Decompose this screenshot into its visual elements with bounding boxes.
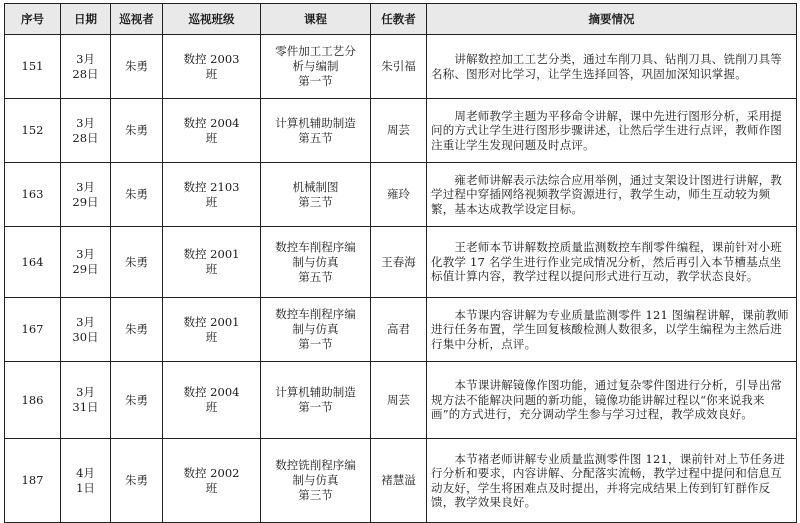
cell-summary xyxy=(427,163,797,227)
cell-inspector-text: 朱勇 xyxy=(125,59,148,73)
cell-no xyxy=(5,99,61,163)
cell-course-text: 计算机辅助制造 第五节 xyxy=(275,115,356,145)
cell-class xyxy=(163,439,261,523)
cell-class-text: 数控 2004 班 xyxy=(183,115,240,145)
cell-inspector xyxy=(111,362,163,439)
cell-inspector-text: 朱勇 xyxy=(125,254,148,269)
cell-teacher-text: 高君 xyxy=(387,322,410,336)
cell-course-text: 数控车削程序编 制与仿真 第一节 xyxy=(275,307,356,351)
header-inspector: 巡视者 xyxy=(111,4,163,35)
header-row xyxy=(5,4,797,35)
cell-inspector xyxy=(111,298,163,362)
header-date: 日期 xyxy=(61,4,111,35)
cell-date xyxy=(61,227,111,298)
cell-teacher xyxy=(371,227,427,298)
cell-date xyxy=(61,99,111,163)
cell-class xyxy=(163,362,261,439)
cell-no-text: 167 xyxy=(21,322,44,336)
inspection-table xyxy=(4,3,797,523)
cell-teacher xyxy=(371,298,427,362)
cell-teacher-text: 周芸 xyxy=(387,392,410,407)
cell-date xyxy=(61,35,111,99)
cell-no-text: 164 xyxy=(21,254,44,269)
cell-class-text: 数控 2001 班 xyxy=(183,247,240,276)
cell-inspector-text: 朱勇 xyxy=(125,473,148,487)
cell-inspector-text: 朱勇 xyxy=(125,392,148,407)
cell-course xyxy=(261,227,371,298)
cell-course xyxy=(261,163,371,227)
header-course: 课程 xyxy=(261,4,371,35)
cell-course xyxy=(261,99,371,163)
cell-course-text: 数控车削程序编 制与仿真 第五节 xyxy=(275,239,356,284)
table-row xyxy=(5,99,797,163)
cell-teacher-text: 雍玲 xyxy=(387,187,410,201)
cell-class xyxy=(163,227,261,298)
cell-course-text: 零件加工工艺分 析与编制 第一节 xyxy=(275,44,356,88)
header-class: 巡视班级 xyxy=(163,4,261,35)
cell-teacher-text: 王春海 xyxy=(381,254,416,269)
cell-class-text: 数控 2003 班 xyxy=(183,51,240,81)
cell-date-text: 3月 29日 xyxy=(72,179,99,209)
cell-date-text: 3月 28日 xyxy=(72,51,99,81)
cell-date-text: 3月 28日 xyxy=(72,115,99,145)
table-wrapper xyxy=(4,3,796,509)
cell-summary xyxy=(427,35,797,99)
cell-date-text: 3月 30日 xyxy=(72,314,99,344)
cell-date-text: 3月 31日 xyxy=(72,385,99,414)
cell-summary xyxy=(427,227,797,298)
cell-no xyxy=(5,35,61,99)
table-row xyxy=(5,227,797,298)
cell-class xyxy=(163,298,261,362)
cell-summary-text: 王老师本节讲解数控质量监测数控车削零件编程，课前针对小班化教学 17 名学生进行作业完成情况分析，然后再引入本节槽基点坐标值计算内容，教学过程以提问形式进行互动，教学状态良好。 xyxy=(431,240,782,284)
cell-summary xyxy=(427,362,797,439)
table-row xyxy=(5,298,797,362)
cell-inspector xyxy=(111,439,163,523)
cell-no xyxy=(5,362,61,439)
cell-class xyxy=(163,163,261,227)
cell-course xyxy=(261,362,371,439)
cell-class-text: 数控 2103 班 xyxy=(183,179,240,209)
cell-date xyxy=(61,439,111,523)
cell-summary-text: 周老师教学主题为平移命令讲解，课中先进行图形分析，采用提问的方式让学生进行图形步骤讲述，让然后学生进行点评，教师作图注重让学生发现问题及时点评。 xyxy=(431,108,782,152)
cell-summary-text: 讲解数控加工工艺分类，通过车削刀具、钻削刀具、铣削刀具等名称、图形对比学习，让学生选择回答，巩固加深知识掌握。 xyxy=(431,52,782,81)
cell-teacher xyxy=(371,362,427,439)
cell-date xyxy=(61,298,111,362)
cell-course xyxy=(261,298,371,362)
cell-course-text: 数控铣削程序编 制与仿真 第三节 xyxy=(275,458,356,502)
cell-inspector-text: 朱勇 xyxy=(125,187,148,201)
cell-inspector-text: 朱勇 xyxy=(125,123,148,137)
cell-date-text: 3月 29日 xyxy=(72,247,99,276)
cell-no xyxy=(5,298,61,362)
cell-course-text: 计算机辅助制造 第一节 xyxy=(275,385,356,414)
cell-teacher xyxy=(371,163,427,227)
cell-no-text: 186 xyxy=(21,392,44,407)
cell-class xyxy=(163,35,261,99)
cell-inspector xyxy=(111,227,163,298)
cell-course xyxy=(261,439,371,523)
cell-inspector-text: 朱勇 xyxy=(125,322,148,336)
cell-no-text: 151 xyxy=(21,59,44,73)
cell-summary xyxy=(427,99,797,163)
table-row xyxy=(5,439,797,523)
header-summary: 摘要情况 xyxy=(427,4,797,35)
cell-teacher xyxy=(371,35,427,99)
cell-date xyxy=(61,362,111,439)
cell-summary-text: 本节课内容讲解为专业质量监测零件 121 图编程讲解，课前教师进行任务布置，学生回复核酸检测人数很多，以学生编程为主然后进行集中分析，点评。 xyxy=(431,307,789,351)
cell-no xyxy=(5,163,61,227)
cell-inspector xyxy=(111,163,163,227)
cell-teacher-text: 朱引福 xyxy=(381,59,416,73)
table-row xyxy=(5,35,797,99)
cell-date-text: 4月 1日 xyxy=(76,465,95,495)
cell-summary-text: 本节褚老师讲解专业质量监测零件图 121，课前针对上节任务进行分析和要求，内容讲解、分配落实流畅，教学过程中提问和信息互动友好，学生将困难点及时提出，并将完成结果上传到钉钉群作反馈，教学效果良好。 xyxy=(431,451,786,509)
cell-no-text: 163 xyxy=(21,187,44,201)
cell-teacher-text: 褚慧溢 xyxy=(381,473,416,487)
cell-no-text: 187 xyxy=(21,473,44,487)
cell-summary xyxy=(427,439,797,523)
cell-teacher-text: 周芸 xyxy=(387,123,410,137)
cell-summary-text: 雍老师讲解表示法综合应用举例，通过支架设计图进行讲解，教学过程中穿插网络视频教学资源进行，教学生动，师生互动较为频繁，基本达成教学设定目标。 xyxy=(431,172,782,216)
header-no: 序号 xyxy=(5,4,61,35)
cell-course xyxy=(261,35,371,99)
header-teacher: 任教者 xyxy=(371,4,427,35)
cell-no xyxy=(5,227,61,298)
cell-course-text: 机械制图 第三节 xyxy=(292,179,339,209)
cell-class-text: 数控 2002 班 xyxy=(183,465,240,495)
cell-class xyxy=(163,99,261,163)
table-row xyxy=(5,362,797,439)
cell-no-text: 152 xyxy=(21,123,44,137)
table-row xyxy=(5,163,797,227)
cell-teacher xyxy=(371,439,427,523)
cell-teacher xyxy=(371,99,427,163)
cell-inspector xyxy=(111,99,163,163)
cell-summary xyxy=(427,298,797,362)
cell-date xyxy=(61,163,111,227)
cell-class-text: 数控 2004 班 xyxy=(183,385,240,414)
cell-summary-text: 本节课讲解镜像作图功能，通过复杂零件图进行分析，引导出常规方法不能解决问题的新功能，镜像功能讲解过程以“你来说我来画”的方式进行，充分调动学生参与学习过程，教学成效良好。 xyxy=(431,378,782,422)
cell-inspector xyxy=(111,35,163,99)
cell-no xyxy=(5,439,61,523)
cell-class-text: 数控 2001 班 xyxy=(183,314,240,344)
